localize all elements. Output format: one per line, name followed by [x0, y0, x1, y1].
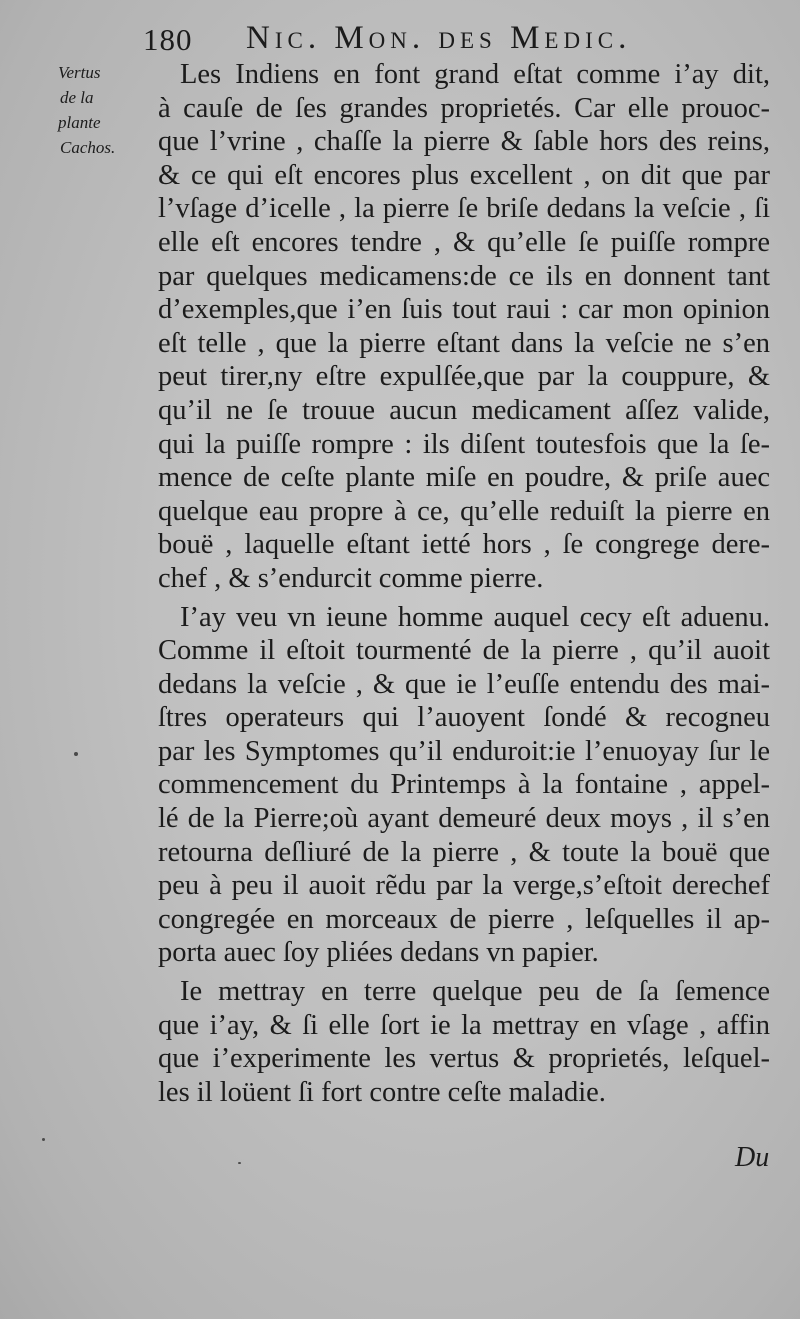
text-line: chef , & s’endurcit comme pierre.	[158, 562, 544, 594]
paragraph-2	[158, 601, 770, 971]
text-line: par quelques medicamens:de ce ils en donnent tant	[158, 260, 770, 292]
text-line: congregée en morceaux de pierre , leſquelles il ap-	[158, 903, 770, 935]
text-line: mence de ceſte plante miſe en poudre, & priſe auec	[158, 462, 770, 494]
text-line: Comme il eſtoit tourmenté de la pierre , qu’il auoit	[158, 635, 770, 667]
text-line: porta auec ſoy pliées dedans vn papier.	[158, 937, 599, 969]
text-line: lé de la Pierre;où ayant demeuré deux moys , il s’en	[158, 803, 770, 835]
text-line: dedans la veſcie , & que ie l’euſſe entendu des mai-	[158, 668, 770, 700]
text-line: elle eſt encores tendre , & qu’elle ſe puiſſe rompre	[158, 226, 770, 258]
text-line: que i’ay, & ſi elle ſort ie la mettray en vſage , affin	[158, 1009, 770, 1041]
margin-note-line: Cachos.	[60, 138, 116, 157]
text-line: bouë , laquelle eſtant ietté hors , ſe congrege dere-	[158, 529, 770, 561]
text-line: d’exemples,que i’en ſuis tout raui : car mon opinion	[158, 294, 770, 326]
paragraph-1	[158, 58, 770, 596]
ink-speck	[74, 752, 78, 756]
text-line: qu’il ne ſe trouue aucun medicament aſſez valide,	[158, 394, 770, 426]
text-line: ſtres operateurs qui l’auoyent ſondé & recogneu	[158, 702, 770, 734]
catchword: Du	[735, 1142, 770, 1173]
text-line: eſt telle , que la pierre eſtant dans la veſcie ne s’en	[158, 327, 770, 359]
text-line: peu à peu il auoit rẽdu par la verge,s’eſtoit derechef	[158, 870, 770, 902]
ink-speck	[238, 1162, 241, 1164]
text-line: les il loüent ſi fort contre ceſte maladie.	[158, 1076, 606, 1108]
text-line: que l’vrine , chaſſe la pierre & ſable hors des reins,	[158, 126, 770, 158]
text-line: & ce qui eſt encores plus excellent , on dit que par	[158, 159, 770, 191]
paragraph-3	[158, 975, 770, 1109]
text-line: l’vſage d’icelle , la pierre ſe briſe dedans la veſcie , ſi	[158, 193, 770, 225]
margin-note-line: Vertus	[58, 63, 101, 82]
text-line: commencement du Printemps à la fontaine , appel-	[158, 769, 770, 801]
text-line: qui la puiſſe rompre : ils diſent toutesfois que la ſe-	[158, 428, 770, 460]
ink-speck	[42, 1138, 45, 1141]
body-text	[158, 58, 770, 1109]
text-line: peut tirer,ny eſtre expulſée,que par la couppure, &	[158, 361, 770, 393]
text-line: I’ay veu vn ieune homme auquel cecy eſt aduenu.	[180, 601, 770, 633]
text-line: par les Symptomes qu’il enduroit:ie l’enuoyay ſur le	[158, 735, 770, 767]
page-number: 180	[143, 22, 193, 57]
margin-note	[58, 60, 156, 160]
text-line: Ie mettray en terre quelque peu de ſa ſemence	[180, 976, 770, 1008]
text-line: que i’experimente les vertus & proprietés, leſquel-	[158, 1043, 770, 1075]
text-line: quelque eau propre à ce, qu’elle reduiſt la pierre en	[158, 495, 770, 527]
text-line: Les Indiens en font grand eſtat comme i’ay dit,	[180, 59, 770, 90]
text-line: à cauſe de ſes grandes proprietés. Car elle prouoc-	[158, 92, 770, 124]
running-head: Nic. Mon. des Medic.	[246, 20, 632, 56]
margin-note-line: de la	[60, 88, 94, 107]
margin-note-line: plante	[58, 113, 101, 132]
text-line: retourna deſliuré de la pierre , & toute la bouë que	[158, 836, 770, 868]
